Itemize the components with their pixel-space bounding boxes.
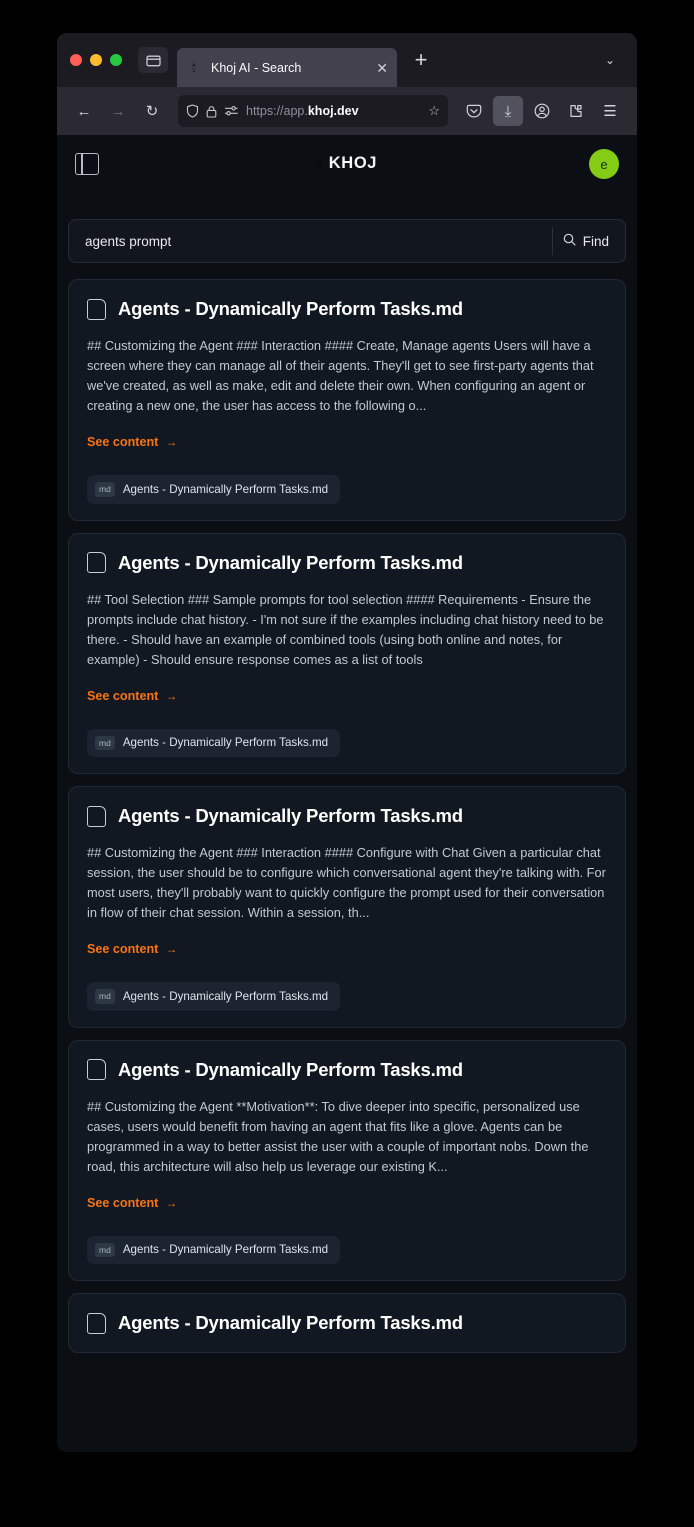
result-title-row [87,805,607,827]
tab-title: Khoj AI - Search [211,60,302,75]
see-content-link[interactable] [87,435,177,449]
browser-tab[interactable] [177,48,397,87]
see-content-link[interactable] [87,689,177,703]
khoj-favicon-icon: 🕯 [192,60,196,74]
result-title: Agents - Dynamically Perform Tasks.md [118,298,463,319]
downloads-button[interactable]: ⤓ [493,96,523,126]
address-bar[interactable] [178,95,448,127]
url-prefix: https://app. [246,104,308,118]
page-content [57,135,637,1452]
arrow-right-icon: → [165,435,178,449]
result-title-row [87,552,607,574]
close-window-button[interactable] [70,54,82,66]
result-title-row [87,1059,607,1081]
arrow-right-icon: → [165,688,178,703]
extensions-icon[interactable] [561,96,591,126]
search-result-card[interactable] [68,1293,626,1353]
search-input[interactable] [83,233,552,250]
new-tab-button[interactable]: + [414,47,428,72]
app-header [57,135,637,193]
sidebar-toggle-icon[interactable] [75,153,99,175]
brand [57,154,637,174]
lock-icon[interactable] [206,105,217,118]
permissions-icon[interactable] [224,105,239,117]
menu-button[interactable]: ☰ [603,103,617,120]
file-extension-badge: md [95,1243,115,1258]
result-snippet: ## Customizing the Agent **Motivation**: To dive deeper into specific, personalized use cases, users would benefit from having an agent that fits like a glove. Agents can be programmed in a way to better assist the user with a couple of important nobs. Down the road, this architecture will also help us leverage our existing K... [87,1098,589,1174]
document-icon [87,1059,106,1080]
source-file-chip[interactable] [87,475,340,504]
close-icon[interactable]: ✕ [376,59,388,76]
search-results-list [57,279,637,1353]
see-content-label: See content [87,688,159,703]
chevron-down-icon[interactable]: ⌄ [604,53,615,67]
see-content-label: See content [87,1195,159,1210]
file-name-label: Agents - Dynamically Perform Tasks.md [122,482,329,496]
navigation-toolbar [57,87,637,135]
search-result-card[interactable] [68,786,626,1028]
shield-icon[interactable] [186,104,199,118]
document-icon [87,552,106,573]
result-snippet: ## Customizing the Agent ### Interaction #### Create, Manage agents Users will have a screen where they can manage all of their agents. They'll get to see first-party agents that we've created, as well as make, edit and delete their own. When configuring an agent or creating a new one, the user has access to the following o... [87,338,594,413]
pocket-icon[interactable] [459,96,489,126]
maximize-window-button[interactable] [110,54,122,66]
result-title-row [87,1312,607,1334]
result-title: Agents - Dynamically Perform Tasks.md [118,1058,463,1080]
arrow-right-icon: → [165,942,178,956]
find-button[interactable] [552,227,621,255]
result-snippet: ## Customizing the Agent ### Interaction #### Configure with Chat Given a particular chat session, the user should be to configure which conversational agent they're talking with. For most users, they'll probably want to quickly configure the prompt used for their conversation in flow of their chat session. Within a session, th... [87,845,606,920]
file-name-label: Agents - Dynamically Perform Tasks.md [122,1243,329,1257]
window-controls [57,54,122,66]
source-file-chip[interactable] [87,1236,340,1265]
result-title: Agents - Dynamically Perform Tasks.md [118,805,463,826]
url-text[interactable] [246,104,421,118]
bookmark-star-icon[interactable]: ☆ [428,103,440,118]
result-title: Agents - Dynamically Perform Tasks.md [118,1312,463,1333]
result-title: Agents - Dynamically Perform Tasks.md [118,551,463,573]
tab-list-icon[interactable] [138,47,168,73]
result-title-row [87,298,607,320]
reload-button[interactable]: ↻ [145,103,159,120]
account-icon[interactable] [527,96,557,126]
document-icon [87,1313,106,1334]
tab-strip [57,33,637,87]
minimize-window-button[interactable] [90,54,102,66]
back-button[interactable]: ← [76,102,92,120]
search-bar[interactable] [68,219,626,263]
see-content-label: See content [87,942,159,956]
see-content-link[interactable] [87,1196,177,1210]
file-extension-badge: md [95,989,115,1004]
forward-button[interactable]: → [110,102,126,120]
file-extension-badge: md [95,736,115,751]
file-name-label: Agents - Dynamically Perform Tasks.md [122,989,329,1003]
file-extension-badge: md [95,482,115,497]
file-name-label: Agents - Dynamically Perform Tasks.md [122,736,329,750]
arrow-right-icon: → [165,1195,178,1210]
document-icon [87,806,106,827]
avatar[interactable]: e [589,149,619,179]
khoj-logo-icon: 🕯 [316,154,322,173]
search-result-card[interactable] [68,1040,626,1282]
search-result-card[interactable] [68,533,626,775]
browser-window [57,33,637,1452]
url-domain: khoj.dev [307,104,359,118]
result-snippet: ## Tool Selection ### Sample prompts for tool selection #### Requirements - Ensure the prompts include chat history. - I'm not sure if the examples including chat history need to be there. - Should have an example of combined tools (using both online and notes, for example) - Should ensure response comes as a list of tools [87,591,604,667]
find-label: Find [582,233,609,249]
source-file-chip[interactable] [87,729,340,758]
brand-name: KHOJ [328,154,378,172]
search-icon [563,233,576,249]
source-file-chip[interactable] [87,982,340,1011]
search-result-card[interactable] [68,279,626,521]
see-content-link[interactable] [87,942,177,956]
document-icon [87,299,106,320]
see-content-label: See content [87,435,159,449]
